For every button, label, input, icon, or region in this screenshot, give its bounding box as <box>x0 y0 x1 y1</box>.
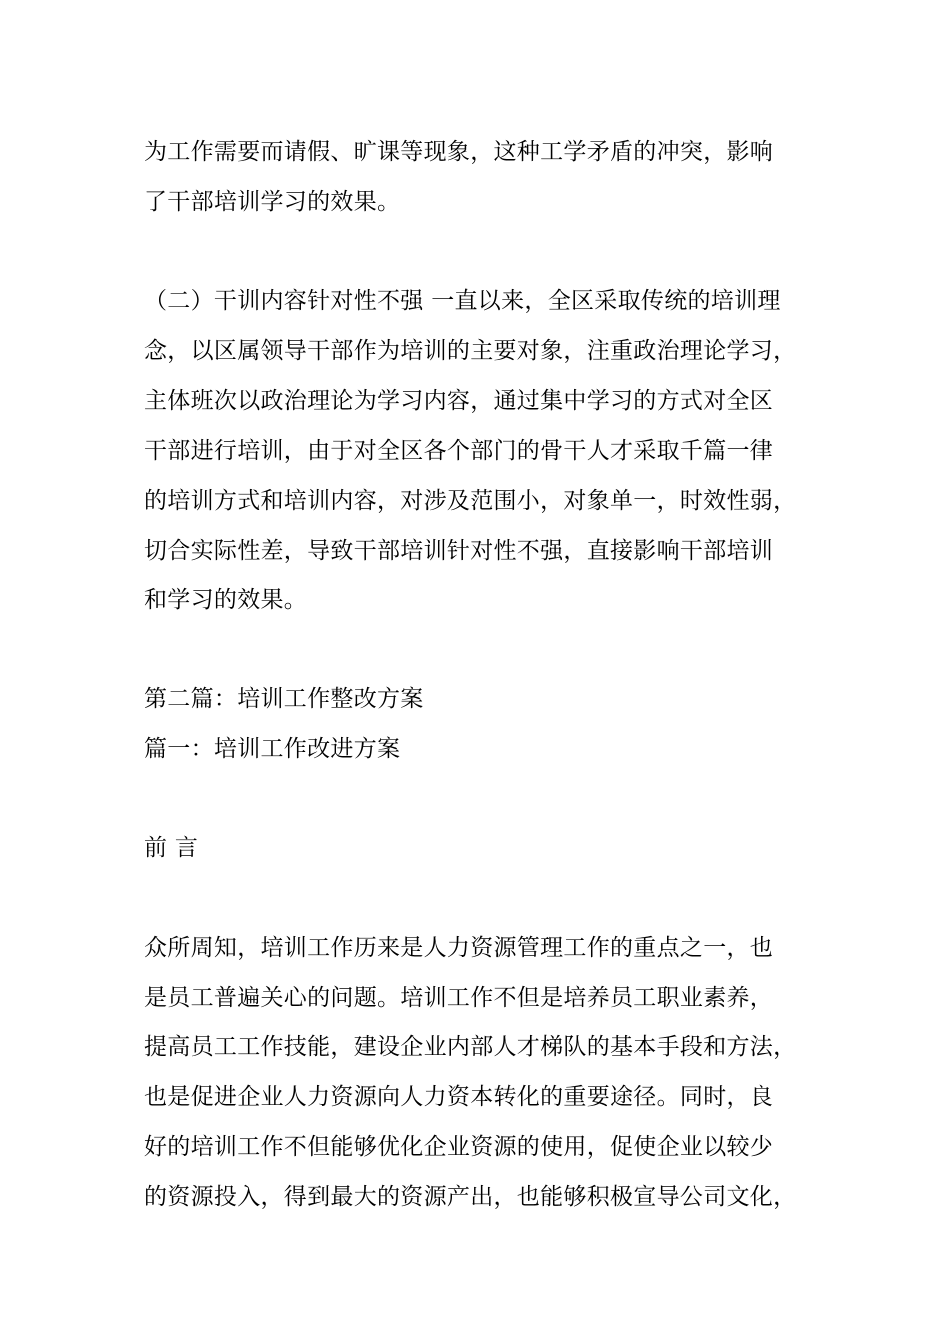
paragraph-line: （二）干训内容针对性不强 一直以来，全区采取传统的培训理 <box>144 288 781 314</box>
paragraph-line: 干部进行培训，由于对全区各个部门的骨干人才采取千篇一律 <box>144 438 774 464</box>
paragraph-line: 也是促进企业人力资源向人力资本转化的重要途径。同时，良 <box>144 1084 774 1110</box>
paragraph-line: 的培训方式和培训内容，对涉及范围小，对象单一，时效性弱， <box>144 488 797 514</box>
paragraph-line: 了干部培训学习的效果。 <box>144 189 401 215</box>
paragraph-line: 的资源投入，得到最大的资源产出，也能够积极宣导公司文化， <box>144 1184 797 1210</box>
paragraph-line: 念，以区属领导干部作为培训的主要对象，注重政治理论学习， <box>144 338 797 364</box>
paragraph-line: 为工作需要而请假、旷课等现象，这种工学矛盾的冲突，影响 <box>144 139 774 165</box>
paragraph-line: 是员工普遍关心的问题。培训工作不但是培养员工职业素养， <box>144 985 774 1011</box>
preface-heading: 前 言 <box>144 835 199 861</box>
section-heading: 第二篇：培训工作整改方案 <box>144 686 424 712</box>
paragraph-line: 主体班次以政治理论为学习内容，通过集中学习的方式对全区 <box>144 388 774 414</box>
section-heading: 篇一：培训工作改进方案 <box>144 736 401 762</box>
paragraph-line: 切合实际性差，导致干部培训针对性不强，直接影响干部培训 <box>144 538 774 564</box>
paragraph-line: 好的培训工作不但能够优化企业资源的使用，促使企业以较少 <box>144 1134 774 1160</box>
paragraph-line: 众所周知，培训工作历来是人力资源管理工作的重点之一，也 <box>144 935 774 961</box>
paragraph-line: 提高员工工作技能，建设企业内部人才梯队的基本手段和方法， <box>144 1034 797 1060</box>
paragraph-line: 和学习的效果。 <box>144 587 308 613</box>
